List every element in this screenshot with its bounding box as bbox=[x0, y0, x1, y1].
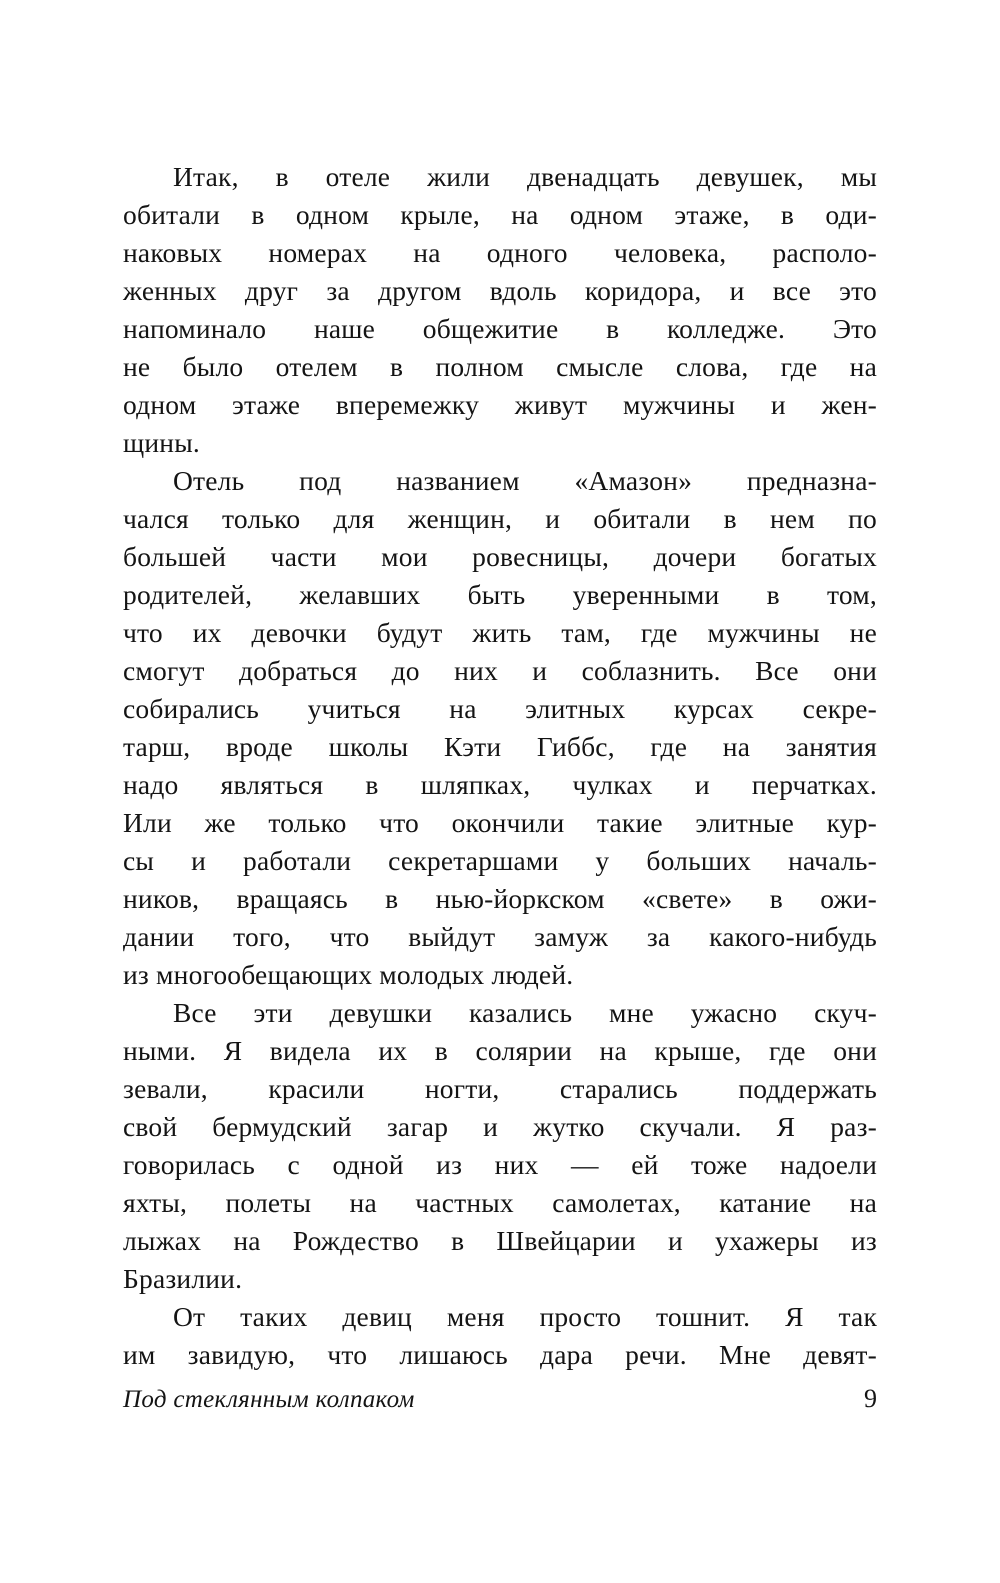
text-line: Или же только что окончили такие элитные кур- bbox=[123, 807, 877, 838]
text-line: говорилась с одной из них — ей тоже надоели bbox=[123, 1149, 877, 1180]
text-block bbox=[123, 158, 877, 1374]
text-line: наковых номерах на одного человека, располо- bbox=[123, 237, 877, 268]
text-line: лыжах на Рождество в Швейцарии и ухажеры из bbox=[123, 1225, 877, 1256]
text-line: щины. bbox=[123, 427, 200, 458]
page-footer bbox=[123, 1384, 877, 1414]
text-line: Бразилии. bbox=[123, 1263, 243, 1294]
text-line: сы и работали секретаршами у больших началь- bbox=[123, 845, 877, 876]
text-line: надо являться в шляпках, чулках и перчатках. bbox=[123, 769, 877, 800]
page-number: 9 bbox=[864, 1384, 877, 1413]
text-line: не было отелем в полном смысле слова, где на bbox=[123, 351, 877, 382]
text-line: одном этаже вперемежку живут мужчины и жен- bbox=[123, 389, 877, 420]
paragraph bbox=[123, 462, 877, 994]
paragraph bbox=[123, 158, 877, 462]
text-line: им завидую, что лишаюсь дара речи. Мне девят- bbox=[123, 1339, 877, 1370]
text-line: свой бермудский загар и жутко скучали. Я раз- bbox=[123, 1111, 877, 1142]
text-line: яхты, полеты на частных самолетах, катание на bbox=[123, 1187, 877, 1218]
text-line: собирались учиться на элитных курсах секре- bbox=[123, 693, 877, 724]
running-title: Под стеклянным колпаком bbox=[123, 1386, 415, 1413]
text-line: напоминало наше общежитие в колледже. Это bbox=[123, 313, 877, 344]
text-line: женных друг за другом вдоль коридора, и все это bbox=[123, 275, 877, 306]
text-line: дании того, что выйдут замуж за какого-нибудь bbox=[123, 921, 877, 952]
text-line: От таких девиц меня просто тошнит. Я так bbox=[173, 1301, 877, 1332]
text-line: ными. Я видела их в солярии на крыше, где они bbox=[123, 1035, 877, 1066]
text-line: большей части мои ровесницы, дочери богатых bbox=[123, 541, 877, 572]
paragraph bbox=[123, 1298, 877, 1374]
text-line: ников, вращаясь в нью-йоркском «свете» в ожи- bbox=[123, 883, 877, 914]
text-line: смогут добраться до них и соблазнить. Все они bbox=[123, 655, 877, 686]
text-line: обитали в одном крыле, на одном этаже, в оди- bbox=[123, 199, 877, 230]
paragraph bbox=[123, 994, 877, 1298]
text-line: Отель под названием «Амазон» предназна- bbox=[173, 465, 877, 496]
text-line: чался только для женщин, и обитали в нем по bbox=[123, 503, 877, 534]
text-line: зевали, красили ногти, старались поддержать bbox=[123, 1073, 877, 1104]
text-line: родителей, желавших быть уверенными в том, bbox=[123, 579, 877, 610]
text-line: что их девочки будут жить там, где мужчины не bbox=[123, 617, 877, 648]
text-line: Все эти девушки казались мне ужасно скуч- bbox=[173, 997, 877, 1028]
text-line: из многообещающих молодых людей. bbox=[123, 959, 574, 990]
text-line: Итак, в отеле жили двенадцать девушек, мы bbox=[173, 161, 877, 192]
text-line: тарш, вроде школы Кэти Гиббс, где на занятия bbox=[123, 731, 877, 762]
